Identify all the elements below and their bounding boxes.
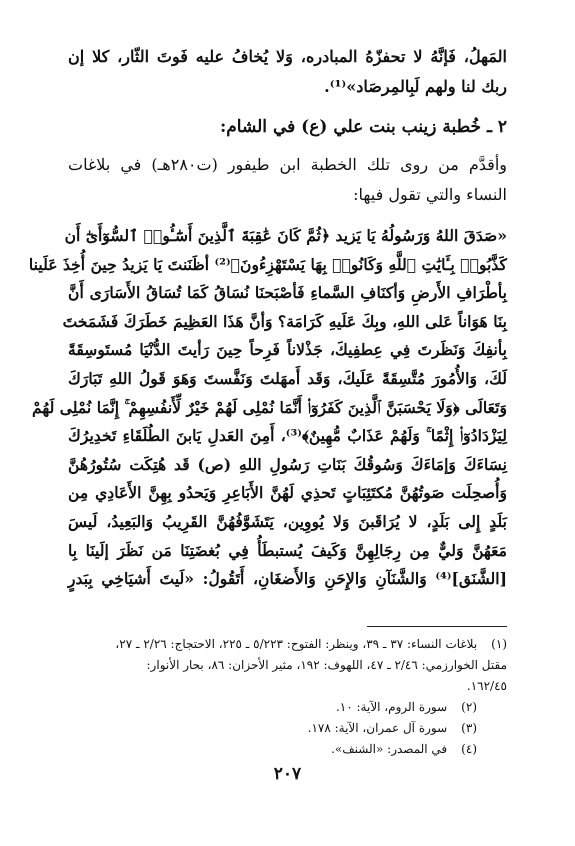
footnote-number: (٤) [461,742,477,756]
footnote-text: بلاغات النساء: ٣٧ ـ ٣٩، وينظر: الفتوح: ٥/٢٢٣ ـ ٢٢٥، الاحتجاج: ٢/٢٦ ـ ٢٧، [115,637,478,651]
footnote-text: سورة الروم، الآية: ١٠. [335,700,448,714]
footnote-line [68,739,507,760]
quote-line: [الشَّنَق]⁽⁴⁾ وَالشَّنَآنِ وَالإِحَنِ وَالأَضغَانِ، أَتَقُولُ: «لَيتَ أَشيَاخِي بِبَدرٍ [68,569,507,589]
quote-line: بَلَدٍ إِلى بَلَدٍ، لا يُرَاقَبنَ وَلا يُووِين، يَتَشَوَّفُهُنَّ القَرِيبُ وَالبَعِيدُ، لَيسَ [68,511,507,531]
quote-line: نِسَاءَكَ وَإمَاءَكَ وَسُوقُكَ بَنَاتِ رَسُولِ اللهِ (ص) قَد هُتِكَت سُتُورُهُنَّ [68,454,507,474]
text-line: وأقدَّم من روى تلك الخطبة ابن طيفور (ت٢٨٠هـ) في بلاغات [68,155,507,174]
text-line: المَهلُ، فَإنَّهُ لا تحفزّهُ المبادره، وَلا يُخافُ عليه فَوتَ الثّار، كلا إن [68,47,507,66]
quote-line: كَذَّبُوا۟ بِـَٔايَٰتِ ٱللَّهِ وَكَانُوا۟ بِهَا يَسْتَهْزِءُونَ﴾⁽²⁾ أظَنَنتَ يَا يَزيدُ حِينَ أُخِذَ عَلَينا [28,254,507,274]
quote-line: وَأُصحِلَت صَوتُهُنَّ مُكتَئِبَاتٍ تَحذِي لَهُنَّ الأَبَاعِرِ وَيَحدُو بِهِنَّ الأَعَادِي مِن [68,483,507,503]
main-text [28,42,507,594]
footnote-line: ١٦٢/٤٥. [466,679,507,693]
quote-line: بِأطْرَافِ الأَرضِ وَأكنَافِ السَّماءِ فَأصْبَحنَا نُسَاقُ كَمَا تُسَاقُ الأَسَارَى أَنَّ [68,283,507,303]
footnote-divider [367,626,507,627]
footnote-number: (١) [491,637,507,651]
footnote-text: سورة آل عمران، الآية: ١٧٨. [307,721,448,735]
footnotes [68,634,507,760]
intro-sentence [68,150,507,210]
footnote-line [68,718,507,739]
footnote-number: (٣) [461,721,477,735]
footnote-line [68,634,507,655]
quote-line: بِأنفِكَ وَنَظَرتَ فِي عِطفِيكَ، جَذْلاناً فَرِحاً حِينَ رَأيتَ الدُّنْيَا مُستَوسِقَةً [68,340,507,360]
quote-line: لِيَزْدَادُوٓا۟ إِثْمًا ۚ وَلَهُمْ عَذَابٌ مُّهِينٌ﴾⁽³⁾، أَمِنَ العَدلِ يَابنَ الطُلَقَاءِ تَخدِيرُكَ [68,426,507,446]
quote-line: لَكَ، وَالأُمُورَ مُتَّسِقَةً عَلَيكَ، وَقَد أَمهَلتَ وَنَفَّستَ وَهَوَ قَولُ اللهِ تَبَارَكَ [68,368,507,388]
text-line: النساء والتي تقول فيها: [353,185,507,204]
text-line: ربك لنا ولهم لَبِالمِرصَاد»⁽¹⁾. [324,77,507,96]
quote-line: مَعَهُنَّ وَليٌّ مِن رِجَالِهِنَّ وَكَيفَ يُستبطَأُ فِي بُغضَتِنَا مَن نَظَرَ إلَينَا بِا [68,540,507,560]
footnote-number: (٢) [461,700,477,714]
quote-line: بِنَا هَوَاناً عَلى اللهِ، وبِكَ عَلَيهِ كَرَامَة؟ وَأنَّ هَذَا العَظِيمَ خَطَرَكَ فَشَمَختَ [62,311,507,331]
page-number: ٢٠٧ [273,764,302,784]
quote-line: «صَدَقَ اللهُ وَرَسُولُهُ يَا يَزيد ﴿ثُمَّ كَانَ عَٰقِبَةَ ٱلَّذِينَ أَسَٰٓـُٔوا۟ ٱلسُّوٓأَىٰٓ أَن [64,226,507,245]
sermon-quote [28,222,507,594]
footnote-line: مقتل الخوارزمي: ٢/٤٦ ـ ٤٧، اللهوف: ١٩٢، مثير الأحزان: ٨٦، بحار الأنوار: [146,658,507,672]
intro-paragraph [68,42,507,102]
footnote-text: في المصدر: «الشنف». [331,742,448,756]
section-heading: ٢ ـ خُطبة زينب بنت علي (ع) في الشام: [219,117,507,137]
quote-line: وَتَعَالَى ﴿وَلَا يَحْسَبَنَّ ٱلَّذِينَ كَفَرُوٓا۟ أَنَّمَا نُمْلِى لَهُمْ خَيْرٌ لِّأَنفُسِهِمْ ۚ إِنَّمَا نُمْلِى لَهُمْ [32,397,507,417]
footnote-line [68,697,507,718]
